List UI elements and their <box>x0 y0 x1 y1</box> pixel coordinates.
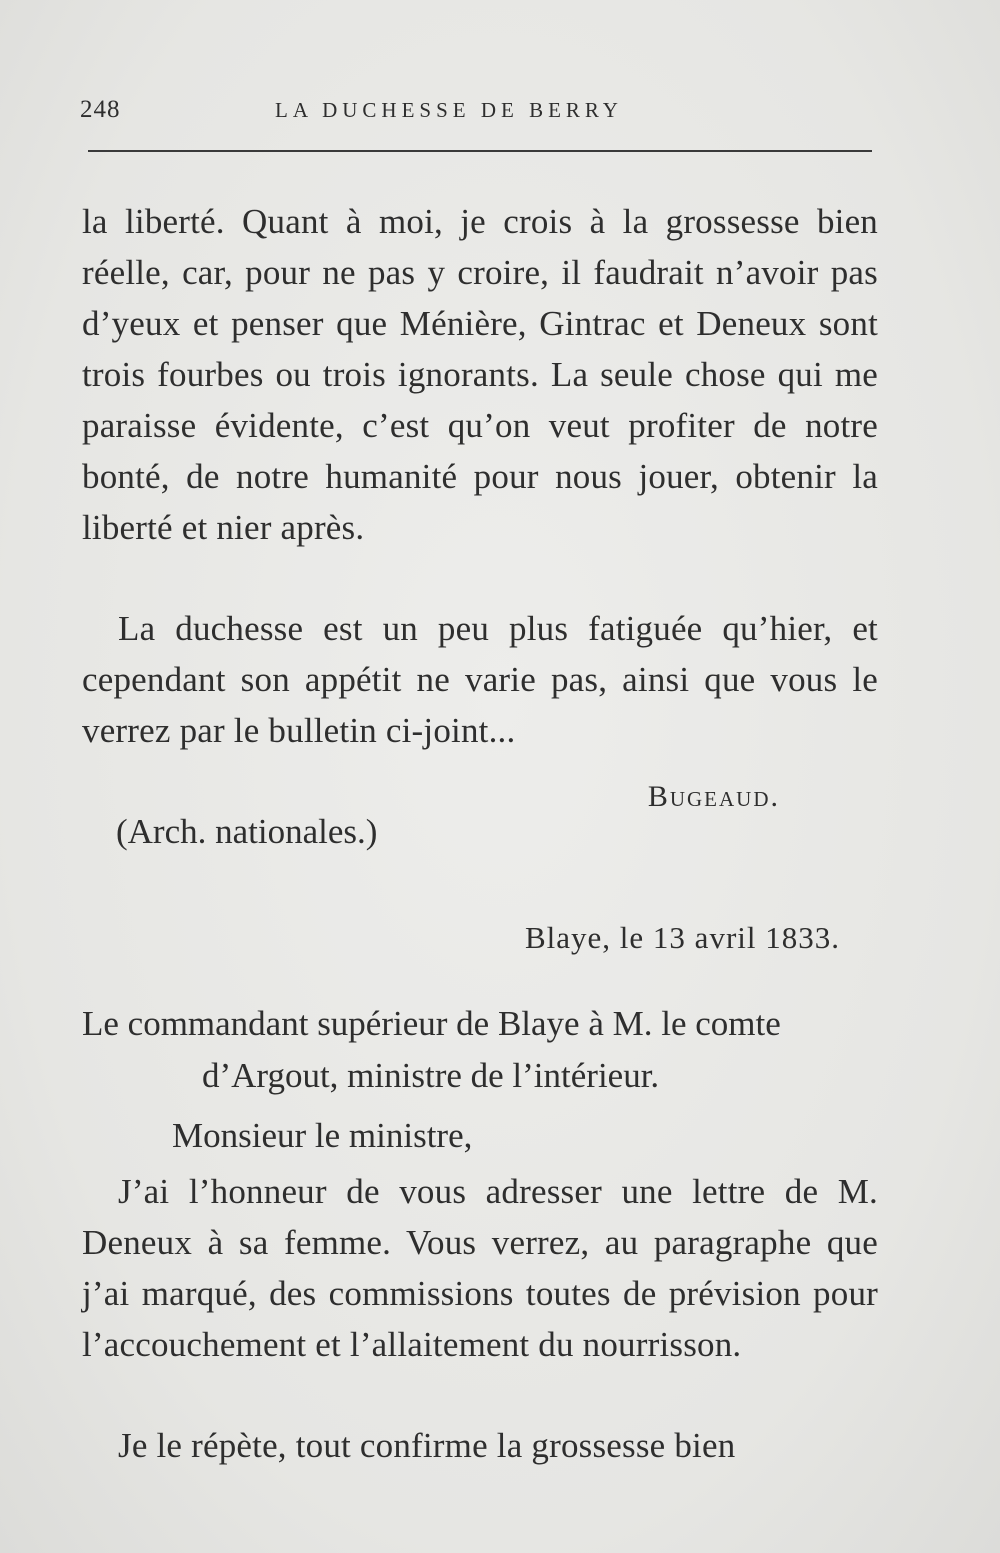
paragraph-letter-continuation: Je le répète, tout confirme la grossesse bien <box>118 1426 736 1465</box>
page-number: 248 <box>80 96 121 123</box>
header-rule <box>88 150 872 152</box>
letter-heading-line2: d’Argout, ministre de l’intérieur. <box>202 1056 660 1095</box>
archive-source: (Arch. nationales.) <box>116 812 378 851</box>
paragraph-letter-body: J’ai l’honneur de vous adresser une lettre de M. Deneux à sa femme. Vous verrez, au paragraphe que j’ai marqué, des commissions toutes de prévision pour l’accouchement et l’allaitement du nourrisson. <box>82 1172 878 1364</box>
page-header <box>80 96 880 136</box>
paragraph-continuation: la liberté. Quant à moi, je crois à la grossesse bien réelle, car, pour ne pas y croire, il faudrait n’avoir pas d’yeux et penser que Ménière, Gintrac et Deneux sont trois fourbes ou trois ignorants. La seule chose qui me paraisse évidente, c’est qu’on veut profiter de notre bonté, de notre humanité pour nous jouer, obtenir la liberté et nier après. <box>82 202 878 547</box>
letter-signature: Bugeaud. <box>647 780 780 813</box>
running-title: LA DUCHESSE DE BERRY <box>275 98 623 122</box>
paragraph-duchess-health: La duchesse est un peu plus fatiguée qu’hier, et cependant son appétit ne varie pas, ainsi que vous le verrez par le bulletin ci-joint... <box>82 609 878 750</box>
letter-dateline: Blaye, le 13 avril 1833. <box>525 920 840 955</box>
letter-heading-line1: Le commandant supérieur de Blaye à M. le comte <box>82 1004 781 1043</box>
letter-salutation: Monsieur le ministre, <box>172 1116 473 1155</box>
letter-heading <box>82 998 878 1102</box>
